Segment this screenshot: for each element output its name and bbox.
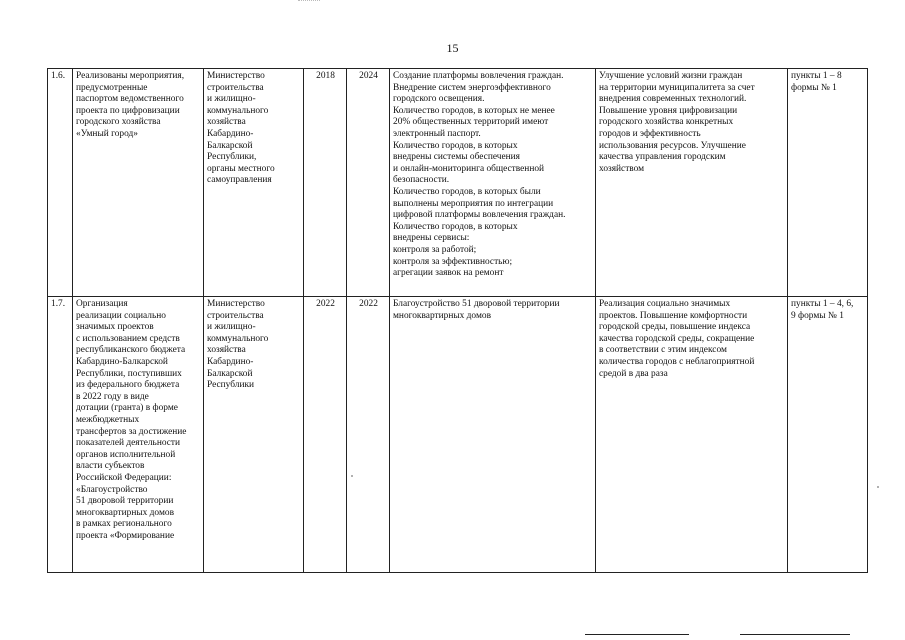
cell-text-line: значимых проектов [76, 322, 154, 333]
cell-text-line: межбюджетных [76, 414, 140, 425]
cell-text-line: многоквартирных домов [393, 310, 491, 321]
cell-text-line: дотации (гранта) в форме [76, 403, 178, 414]
row-number-cell: 1.6. [48, 69, 73, 297]
cell-text-line: Балкарской [207, 368, 253, 379]
event-cell [73, 297, 204, 573]
cell-text-line: трансфертов за достижение [76, 426, 187, 437]
cell-text-line: Министерство [207, 299, 265, 309]
cell-text-line: Кабардино- [207, 128, 254, 139]
cell-text-line: количества городов с неблагоприятной [599, 356, 755, 367]
executor-cell [204, 69, 304, 297]
page-number: 15 [446, 41, 459, 55]
cell-text-line: пункты 1 – 8 [791, 71, 842, 81]
cell-text-line: Республики [207, 380, 255, 391]
scan-speck [877, 486, 879, 488]
cell-text-line: хозяйством [599, 163, 645, 174]
cell-text-line: Республики, [207, 152, 257, 163]
cell-text-line: «Благоустройство [76, 484, 148, 495]
cell-text-line: внедрения современных технологий. [599, 94, 747, 105]
effect-cell [596, 69, 788, 297]
cell-text-line: Организация [76, 299, 128, 309]
cell-text-line: контроля за эффективностью; [393, 256, 513, 267]
executor-cell [204, 297, 304, 573]
cell-text-line: из федерального бюджета [76, 380, 180, 391]
cell-text-line: Благоустройство 51 дворовой территории [393, 299, 560, 309]
cell-text-line: республиканского бюджета [76, 345, 186, 356]
cell-text-line: безопасности. [393, 175, 450, 186]
cell-text-line: 9 формы № 1 [791, 310, 844, 321]
cell-text-line: пункты 1 – 4, 6, [791, 299, 854, 309]
cell-text-line: с использованием средств [76, 333, 180, 344]
signature-line [585, 634, 689, 635]
cell-text-line: паспортом ведомственного [76, 94, 184, 105]
cell-text-line: Реализованы мероприятия, [76, 71, 185, 81]
cell-text-line: выполнены мероприятия по интеграции [393, 198, 554, 209]
cell-text-line: проекта «Формирование [76, 530, 175, 541]
cell-text-line: многоквартирных домов [76, 507, 174, 518]
cell-text-line: использования ресурсов. Улучшение [599, 140, 746, 151]
measures-table [47, 68, 868, 573]
cell-text-line: внедрены сервисы: [393, 233, 470, 244]
cell-text-line: цифровой платформы вовлечения граждан. [393, 210, 566, 221]
cell-text-line: внедрены системы обеспечения [393, 152, 520, 163]
cell-text-line: электронный паспорт. [393, 128, 481, 139]
start-year-cell: 2022 [304, 297, 347, 573]
event-cell [73, 69, 204, 297]
cell-text-line: коммунального [207, 105, 269, 116]
cell-text-line: хозяйства [207, 117, 246, 128]
cell-text-line: проектов. Повышение комфортности [599, 310, 748, 321]
cell-text-line: строительства [207, 310, 264, 321]
cell-text-line: и жилищно- [207, 322, 256, 333]
cell-text-line: Внедрение систем энергоэффективного [393, 82, 551, 93]
signature-line [740, 634, 850, 635]
cell-text-line: коммунального [207, 333, 269, 344]
cell-text-line: качества управления городским [599, 152, 726, 163]
cell-text-line: самоуправления [207, 175, 272, 186]
cell-text-line: в 2022 году в виде [76, 391, 149, 402]
table-row [48, 297, 868, 573]
cell-text-line: на территории муниципалитета за счет [599, 82, 755, 93]
cell-text-line: Повышение уровня цифровизации [599, 105, 738, 116]
table-row [48, 69, 868, 297]
cell-text-line: реализации социально [76, 310, 166, 321]
cell-text-line: Республики, поступивших [76, 368, 182, 379]
cell-text-line: Кабардино- [207, 356, 254, 367]
cell-text-line: показателей деятельности [76, 438, 181, 449]
top-scan-mark [298, 0, 320, 4]
scan-speck [351, 475, 353, 477]
cell-text-line: Улучшение условий жизни граждан [599, 71, 743, 81]
cell-text-line: Количество городов, в которых не менее [393, 105, 555, 116]
cell-text-line: городского хозяйства [76, 117, 161, 128]
cell-text-line: 51 дворовой территории [76, 496, 174, 507]
cell-text-line: Количество городов, в которых [393, 221, 518, 232]
cell-text-line: формы № 1 [791, 82, 837, 93]
cell-text-line: в рамках регионального [76, 519, 172, 530]
cell-text-line: качества городской среды, сокращение [599, 333, 755, 344]
end-year-cell: 2024 [347, 69, 390, 297]
cell-text-line: Российской Федерации: [76, 472, 172, 483]
cell-text-line: Реализация социально значимых [599, 299, 731, 309]
effect-cell [596, 297, 788, 573]
cell-text-line: Количество городов, в которых были [393, 186, 541, 197]
cell-text-line: в соответствии с этим индексом [599, 345, 727, 356]
cell-text-line: и онлайн-мониторинга общественной [393, 163, 545, 174]
cell-text-line: строительства [207, 82, 264, 93]
cell-text-line: Балкарской [207, 140, 253, 151]
cell-text-line: проекта по цифровизации [76, 105, 180, 116]
indicator-link-cell [788, 69, 868, 297]
cell-text-line: 20% общественных территорий имеют [393, 117, 549, 128]
cell-text-line: Кабардино-Балкарской [76, 356, 168, 367]
cell-text-line: Количество городов, в которых [393, 140, 518, 151]
cell-text-line: агрегации заявок на ремонт [393, 268, 504, 279]
cell-text-line: органы местного [207, 163, 275, 174]
indicator-link-cell [788, 297, 868, 573]
cell-text-line: органов исполнительной [76, 449, 176, 460]
cell-text-line: Министерство [207, 71, 265, 81]
result-cell [390, 69, 596, 297]
cell-text-line: городского хозяйства конкретных [599, 117, 734, 128]
cell-text-line: хозяйства [207, 345, 246, 356]
cell-text-line: предусмотренные [76, 82, 148, 93]
row-number-cell: 1.7. [48, 297, 73, 573]
cell-text-line: контроля за работой; [393, 244, 477, 255]
start-year-cell: 2018 [304, 69, 347, 297]
cell-text-line: городского освещения. [393, 94, 485, 105]
cell-text-line: и жилищно- [207, 94, 256, 105]
cell-text-line: городов и эффективность [599, 128, 701, 139]
end-year-cell: 2022 [347, 297, 390, 573]
cell-text-line: Создание платформы вовлечения граждан. [393, 71, 564, 81]
cell-text-line: средой в два раза [599, 368, 668, 379]
result-cell [390, 297, 596, 573]
cell-text-line: городской среды, повышение индекса [599, 322, 751, 333]
cell-text-line: «Умный город» [76, 128, 138, 139]
cell-text-line: власти субъектов [76, 461, 145, 472]
